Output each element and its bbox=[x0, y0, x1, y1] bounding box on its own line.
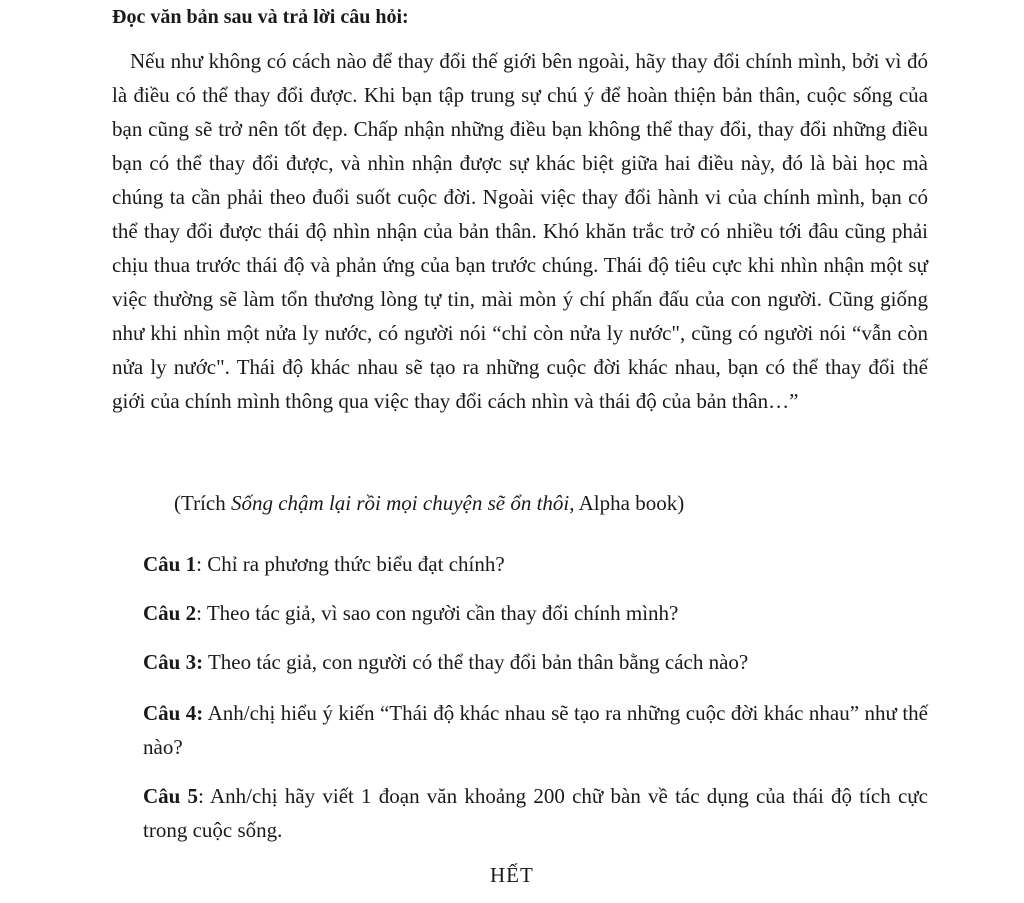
question-label: Câu 2 bbox=[143, 601, 197, 625]
reading-passage: Nếu như không có cách nào để thay đổi thế giới bên ngoài, hãy thay đổi chính mình, bởi vì đó là điều có thể thay đổi được. Khi bạn tập trung sự chú ý để hoàn thiện bản thân, cuộc sống của bạn cũng sẽ trở nên tốt đẹp. Chấp nhận những điều bạn không thể thay đổi, thay đổi những điều bạn có thể thay đổi được, và nhìn nhận được sự khác biệt giữa hai điều này, đó là bài học mà chúng ta cần phải theo đuổi suốt cuộc đời. Ngoài việc thay đổi hành vi của chính mình, bạn có thể thay đổi được thái độ nhìn nhận của bản thân. Khó khăn trắc trở có nhiều tới đâu cũng phải chịu thua trước thái độ và phản ứng của bạn trước chúng. Thái độ tiêu cực khi nhìn nhận một sự việc thường sẽ làm tổn thương lòng tự tin, mài mòn ý chí phấn đấu của con người. Cũng giống như khi nhìn một nửa ly nước, có người nói “chỉ còn nửa ly nước", cũng có người nói “vẫn còn nửa ly nước". Thái độ khác nhau sẽ tạo ra những cuộc đời khác nhau, bạn có thể thay đổi thế giới của chính mình thông qua việc thay đổi cách nhìn và thái độ của bản thân…” bbox=[112, 49, 928, 413]
question-separator: : bbox=[196, 552, 208, 576]
question-separator: : bbox=[198, 784, 210, 808]
question-label: Câu 3: bbox=[143, 650, 204, 674]
question-separator: : bbox=[196, 601, 207, 625]
question-label: Câu 5 bbox=[143, 784, 199, 808]
question-2 bbox=[143, 596, 928, 630]
question-1 bbox=[143, 547, 928, 581]
question-label: Câu 4: bbox=[143, 701, 204, 725]
end-mark: HẾT bbox=[490, 863, 534, 887]
question-text: Theo tác giả, con người có thể thay đổi bản thân bằng cách nào? bbox=[207, 650, 749, 674]
citation-suffix: , Alpha book) bbox=[569, 491, 685, 515]
question-text: Anh/chị hiểu ý kiến “Thái độ khác nhau sẽ tạo ra những cuộc đời khác nhau” như thế nào? bbox=[143, 701, 929, 759]
source-citation bbox=[174, 486, 684, 520]
question-text: Chỉ ra phương thức biểu đạt chính? bbox=[207, 552, 505, 576]
question-5 bbox=[143, 779, 928, 847]
book-title: Sống chậm lại rồi mọi chuyện sẽ ổn thôi bbox=[230, 491, 570, 515]
citation-prefix: (Trích bbox=[174, 491, 231, 515]
question-text: Theo tác giả, vì sao con người cần thay đổi chính mình? bbox=[206, 601, 679, 625]
question-3 bbox=[143, 645, 928, 679]
question-text: Anh/chị hãy viết 1 đoạn văn khoảng 200 chữ bàn về tác dụng của thái độ tích cực trong cuộc sống. bbox=[143, 784, 928, 842]
instruction-heading: Đọc văn bản sau và trả lời câu hỏi: bbox=[112, 6, 409, 28]
question-4 bbox=[143, 696, 928, 764]
question-label: Câu 1 bbox=[143, 552, 197, 576]
